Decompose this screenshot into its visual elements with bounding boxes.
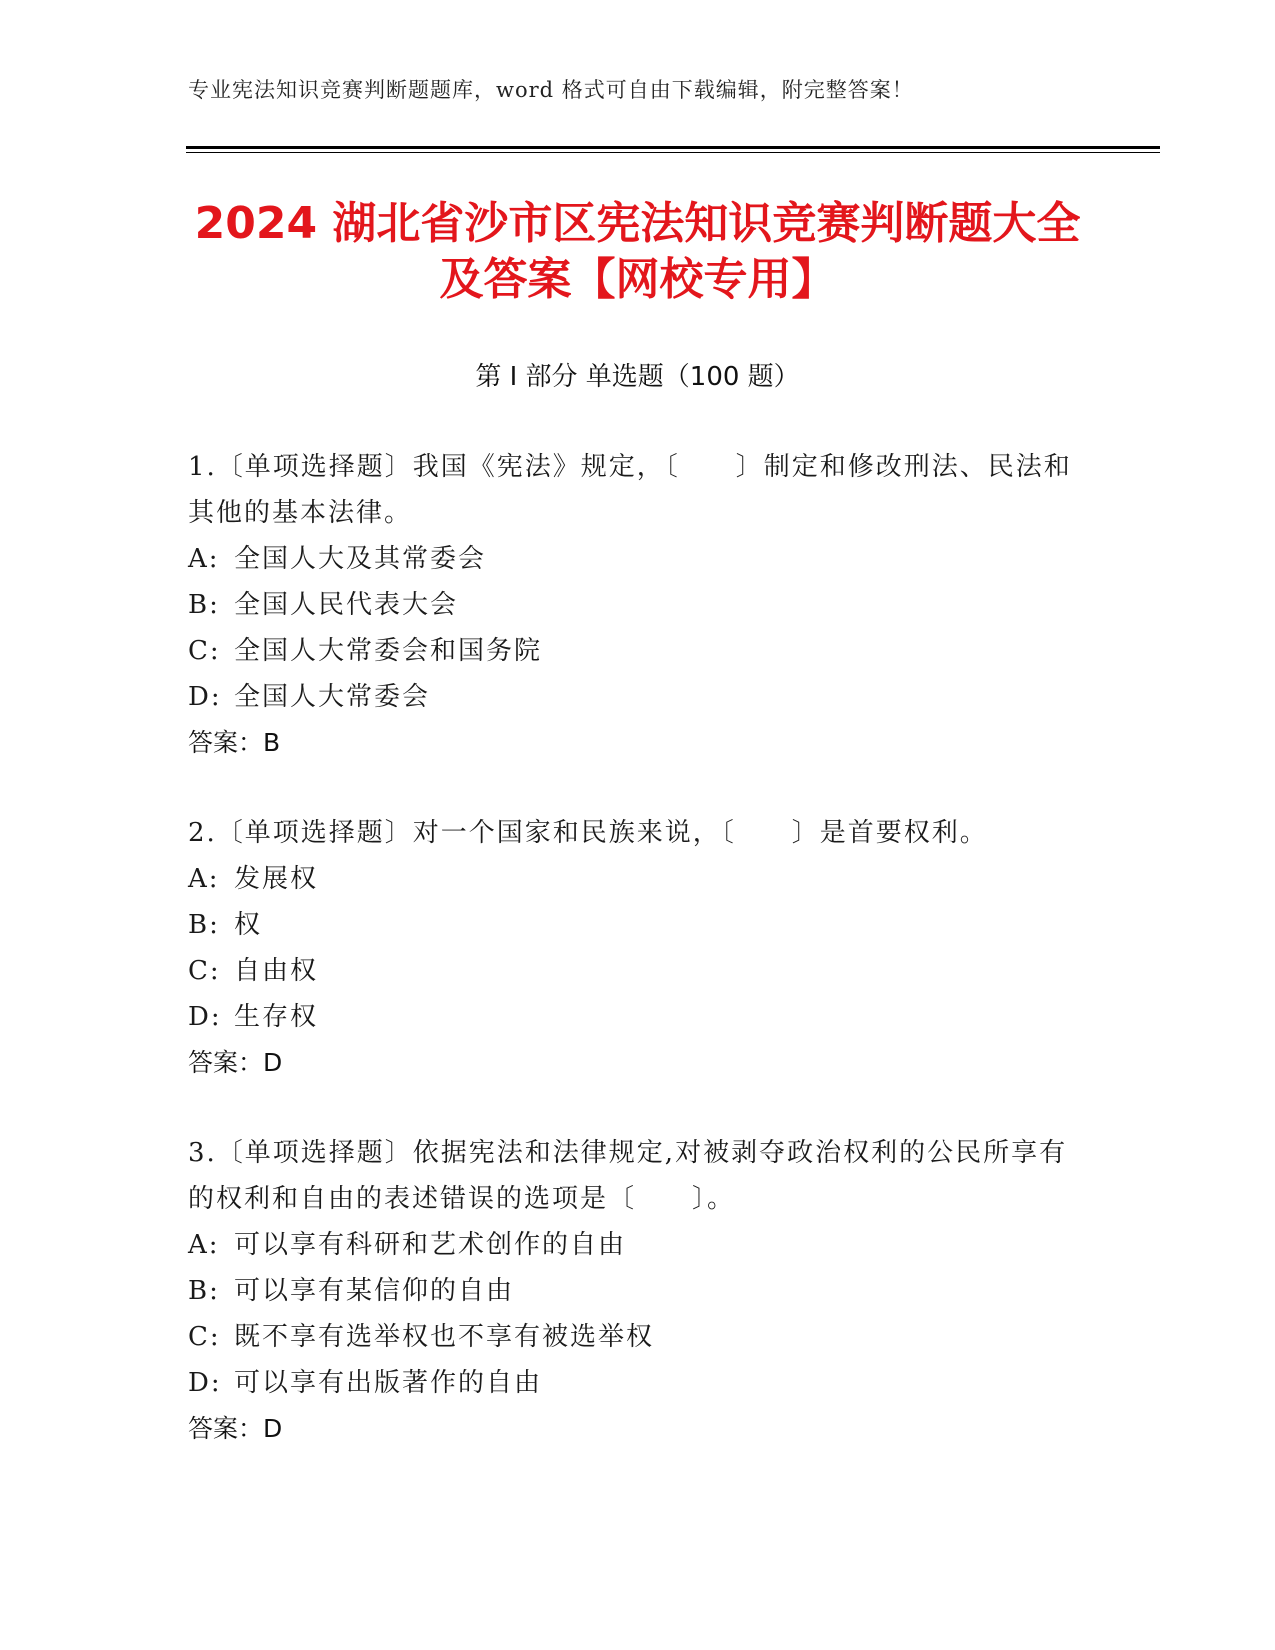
answer: 答案：B	[188, 728, 281, 757]
option-key: A:	[188, 544, 220, 574]
header-rule-thin	[186, 152, 1160, 153]
option-text: 全国人大常委会	[234, 682, 431, 712]
option-key: C:	[188, 956, 221, 986]
question-list	[188, 444, 1088, 1496]
option-text: 可以享有科研和艺术创作的自由	[234, 1230, 627, 1260]
option-key: A:	[188, 1230, 220, 1260]
option-text: 可以享有某信仰的自由	[234, 1276, 515, 1306]
option-c	[188, 948, 1088, 994]
option-text: 全国人大及其常委会	[234, 544, 487, 574]
question-stem: 3.〔单项选择题〕依据宪法和法律规定,对被剥夺政治权利的公民所享有的权利和自由的表述错误的选项是〔 〕。	[188, 1138, 1068, 1214]
question-2	[188, 810, 1088, 1086]
section-title: 第 I 部分 单选题（100 题）	[475, 362, 800, 392]
header-rule-thick	[186, 146, 1160, 149]
title-line-2: 及答案【网校专用】	[439, 254, 836, 305]
question-3	[188, 1130, 1088, 1452]
option-key: C:	[188, 1322, 221, 1352]
option-b	[188, 902, 1088, 948]
option-text: 发展权	[234, 864, 319, 894]
option-d	[188, 994, 1088, 1040]
option-text: 自由权	[234, 956, 319, 986]
option-b	[188, 1268, 1088, 1314]
option-key: B:	[188, 590, 220, 620]
option-text: 既不享有选举权也不享有被选举权	[234, 1322, 655, 1352]
option-text: 全国人大常委会和国务院	[234, 636, 543, 666]
document-title	[160, 196, 1115, 308]
option-c	[188, 628, 1088, 674]
option-key: B:	[188, 1276, 220, 1306]
option-b	[188, 582, 1088, 628]
option-text: 可以享有出版著作的自由	[234, 1368, 543, 1398]
option-d	[188, 674, 1088, 720]
option-text: 全国人民代表大会	[234, 590, 459, 620]
option-key: B:	[188, 910, 220, 940]
header-note: 专业宪法知识竞赛判断题题库，word 格式可自由下载编辑，附完整答案！	[188, 78, 914, 102]
answer: 答案：D	[188, 1048, 283, 1077]
option-key: A:	[188, 864, 220, 894]
option-a	[188, 856, 1088, 902]
question-stem: 1.〔单项选择题〕我国《宪法》规定，〔 〕制定和修改刑法、民法和其他的基本法律。	[188, 452, 1072, 528]
option-text: 生存权	[234, 1002, 319, 1032]
answer: 答案：D	[188, 1414, 283, 1443]
option-key: D:	[188, 682, 222, 712]
option-a	[188, 1222, 1088, 1268]
option-key: D:	[188, 1002, 222, 1032]
title-line-1: 2024 湖北省沙市区宪法知识竞赛判断题大全	[194, 198, 1081, 249]
option-d	[188, 1360, 1088, 1406]
question-1	[188, 444, 1088, 766]
option-a	[188, 536, 1088, 582]
question-stem: 2.〔单项选择题〕对一个国家和民族来说，〔 〕是首要权利。	[188, 818, 988, 848]
option-text: 权	[234, 910, 263, 940]
option-key: D:	[188, 1368, 222, 1398]
option-c	[188, 1314, 1088, 1360]
option-key: C:	[188, 636, 221, 666]
